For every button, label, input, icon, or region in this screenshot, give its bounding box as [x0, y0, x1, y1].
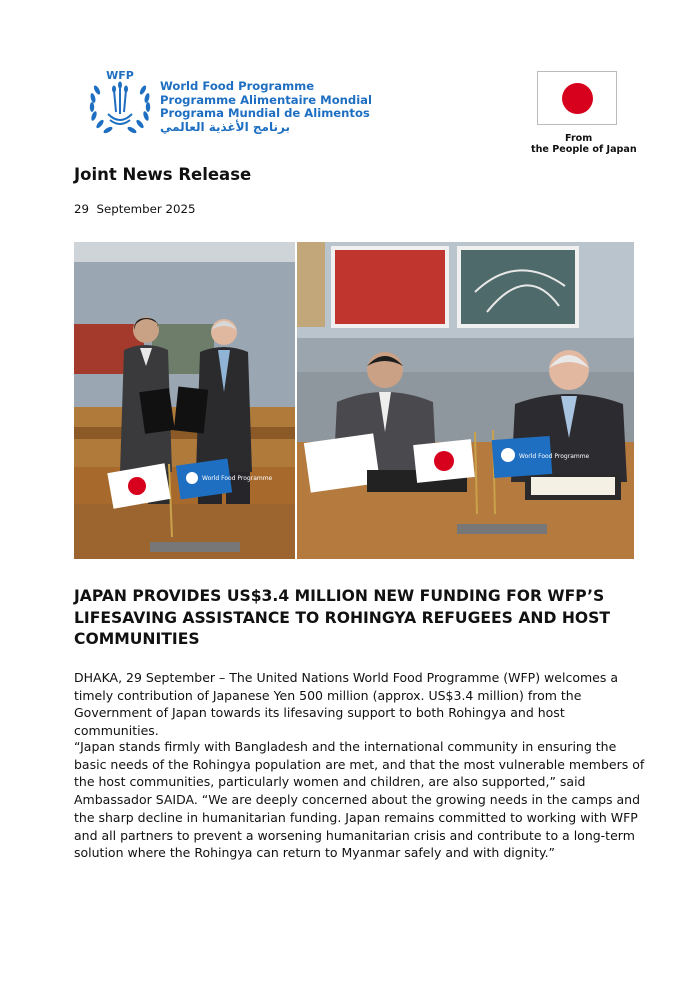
- release-label: Joint News Release: [74, 165, 252, 184]
- release-date: 29 September 2025: [74, 202, 196, 216]
- wfp-logo-text: WFP: [106, 69, 134, 82]
- wfp-emblem-logo: [84, 68, 156, 140]
- wfp-name-french: Programme Alimentaire Mondial: [160, 92, 372, 107]
- wfp-name-arabic: برنامج الأغذية العالمي: [160, 119, 290, 134]
- from-the-people-of-japan: [531, 133, 637, 155]
- article-headline: JAPAN PROVIDES US$3.4 MILLION NEW FUNDING FOR WFP’S LIFESAVING ASSISTANCE TO ROHINGYA REFUGEES AND HOST COMMUNITIES: [74, 587, 611, 648]
- japan-flag-sun-disc: [562, 83, 593, 114]
- handshake-photo-illustration: [74, 242, 295, 559]
- japan-tagline-line2: the People of Japan: [531, 144, 637, 155]
- wfp-organization-names: [160, 80, 372, 134]
- article-paragraph-2: “Japan stands firmly with Bangladesh and the international community in ensuring the basic needs of the Rohingya population are met, and that the most vulnerable members of the host communities, particularly women and children, are also supported,” said Ambassador SAIDA. “We are deeply concerned about the growing needs in the camps and the sharp decline in humanitarian funding. Japan remains committed to working with WFP and all partners to prevent a worsening humanitarian crisis and contribute to a long-term solution where the Rohingya can return to Myanmar safely and with dignity.”: [74, 739, 645, 861]
- right-flag-text: World Food Programme: [519, 453, 590, 460]
- article-paragraph-1: DHAKA, 29 September – The United Nations World Food Programme (WFP) welcomes a timely contribution of Japanese Yen 500 million (approx. US$3.4 million) from the Government of Japan towards its lifesaving support to both Rohingya and host communities.: [74, 670, 618, 739]
- japan-tagline-line1: From: [565, 133, 593, 144]
- japan-flag: [537, 71, 617, 125]
- signing-photo-illustration: [297, 242, 634, 559]
- wfp-name-english: World Food Programme: [160, 79, 315, 93]
- wfp-name-spanish: Programa Mundial de Alimentos: [160, 106, 370, 120]
- photo-signing: [297, 242, 634, 559]
- photo-handshake: [74, 242, 295, 559]
- left-flag-text: World Food Programme: [202, 475, 273, 482]
